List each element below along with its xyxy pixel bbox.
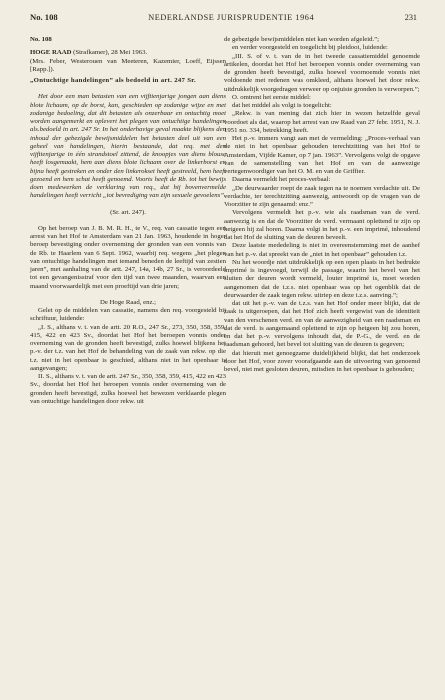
right-column <box>224 36 420 374</box>
cassation-ground-2: II. S., althans v. t. van de artt. 247 Sr., 350, 358, 359, 415, 422 en 423 Sv., doordat het Hof het beroepen vonnis onder overneming van de gronden heeft bevestigd, zulks hoewel het bewezen verklaarde plegen van ontuchtige handelingen door rekw. uit <box>30 373 226 405</box>
cassation-ground-1: „I. S., althans v. t. van de artt. 20 R.O., 247 Sr., 273, 350, 358, 359, 415, 422 en 423 Sv., doordat het Hof het beroepen vonnis onder overneming van de gronden heeft bevestigd, zulks hoewel blijkens het p.-v. der t.z. van het Hof de behandeling van de zaak van rekw. op die t.z. niet in het openbaar is geschied, althans niet in het openbaar is aangevangen; <box>30 323 226 372</box>
case-number: No. 108 <box>30 36 52 43</box>
running-header <box>30 12 417 28</box>
page-number: 231 <box>404 13 417 22</box>
paragraph: en verder voorgesteld en toegelicht bij pleidooi, luidende: <box>232 44 388 52</box>
left-column <box>30 36 226 406</box>
journal-title: NEDERLANDSE JURISPRUDENTIE 1964 <box>148 13 315 22</box>
paragraph: Nu het woordje niet uitdrukkelijk op een open plaats in het bedrukte imprimé is ingevoegd, terwijl de passage, waarin het bevel van het sluiten der deuren wordt vermeld, louter imprimé is, moet worden aangenomen dat de t.z.s. niet openbaar was op het ogenblik dat de deurwaarder de zaak tegen rekw. uitriep en deze t.z.s. aanving.”; <box>224 258 420 299</box>
facts-paragraph: Op het beroep van J. B. M. R. H., te V., req. van cassatie tegen een arrest van het Hof te Amsterdam van 21 Jan. 1963, houdende in hoger beroep bevestiging onder overneming der gronden van een vonnis van de Rb. te Haarlem van 6 Sept. 1962, waarbij req. wegens „het plegen van ontuchtige handelingen met iemand beneden de leeftijd van zestien jaren”, met aanhaling van de artt. 247, 14a, 14b, 27 Sr., is veroordeeld tot een gevangenisstraf voor den tijd van twee maanden, waarvan een maand voorwaardelijk met een proeftijd van drie jaren; <box>30 224 226 290</box>
paragraph: dat uit het p.-v. van de t.z.s. van het Hof onder meer blijkt, dat de zaak is uitgeroepen, dat het Hof zich heeft vergewist van de identiteit van den verschenen verd. en van de aanwezigheid van een raadsman en dat de verd. is aangemaand oplettend te zijn op hetgeen hij zou horen, en dat het p.-v. vervolgens inhoudt dat, de P.-G., de verd. en de raadsman gehoord, het bevel tot sluiting van de deuren is gegeven; <box>224 300 420 349</box>
header-case-number: No. 108 <box>30 12 58 22</box>
paragraph: „De deurwaarder roept de zaak tegen na te noemen verdachte uit. De verdachte, ter terechtzitting aanwezig, antwoordt op de vragen van de Voorzitter te zijn genaamd: enz.” <box>224 184 420 208</box>
paragraph: dat hieruit met genoegzame duidelijkheid blijkt, dat het onderzoek door het Hof, voor zover voorafgaande aan de uitvoering van genoemd bevel, niet met gesloten deuren, mitsdien in het openbaar is gehouden; <box>224 349 420 373</box>
grounds-intro: Gelet op de middelen van cassatie, namens den req. voorgesteld bij schriftuur, luidende: <box>30 307 226 323</box>
paragraph: dat het middel als volgt is toegelicht: <box>232 102 332 109</box>
headnote: Het door een man betasten van een vijftienjarige jongen aan diens blote lichaam, op de borst, kan, geschieden op zodanige wijze en met zodanige bedoeling, dat dit betasten als onzerbaar en ontuchtig moet worden aangemerkt en oplevert het plegen van ontuchtige handelingen als.bedoeld in art. 247 Sr. In het onderhavige geval maakte blijkens den inhoud der gebezigde bewijsmiddelen het betasten deel uit van een geheel van handelingen, hierin bestaande, dat req. met den vijftienjarige in één strandstoel zittend, de knoopjes van diens blouse heeft losgemaakt, hem aan diens blote lichaam over de linkerborst en bijna heeft gestreken en onder den linkerokset heeft gestreeld, hem heeft gezoend en hem schat heeft genoemd. Voorts heeft de Rb. tot het bewijs doen medewerken de verklaring van req., dat hij bovenvermelde handelingen heeft verricht „tot bevrediging van zijn sexuele gevoelens”. <box>30 93 226 200</box>
judges: (Mrs. Feber, Westerouen van Meeteren, Kazemier, Loeff, Eijssen [Rapp.]). <box>30 57 226 73</box>
paragraph: Vervolgens vermeldt het p.-v. wie als raadsman van de verd. aanwezig is en dat de Voorzitter de verd. vermaant oplettend te zijn op hetgeen hij zal horen. Daarna volgt in het p.-v. een imprimé, inhoudend dat het Hof de sluiting van de deuren beveelt. <box>224 209 420 241</box>
statute-reference: (Sr. art. 247). <box>110 208 146 216</box>
paragraph: Deze laatste mededeling is niet in overeenstemming met de aanhef van het p.-v. dat spreekt van de „niet in het openbaar” gehouden t.z. <box>224 242 420 258</box>
court-details: (Strafkamer), 28 Mei 1963. <box>73 49 148 57</box>
court-intro: De Hoge Raad, enz.; <box>99 298 157 306</box>
court-name: HOGE RAAD <box>30 49 72 57</box>
court-line <box>30 49 226 57</box>
paragraph: Daarna vermeldt het proces-verbaal: <box>232 176 331 184</box>
paragraph: „Rekw. is van mening dat zich hier in wezen hetzelfde geval voordoet als dat, waarop het arrest van uw Raad van 27 febr. 1951, N. J. 1951 no. 334, betrekking heeft. <box>224 110 420 134</box>
subject: „Ontuchtige handelingen” als bedoeld in art. 247 Sr. <box>30 77 196 84</box>
paragraph: de gebezigde bewijsmiddelen niet kan worden afgeleid.”; <box>224 36 380 43</box>
paragraph: Het p.-v. immers vangt aan met de vermelding: „Proces-verbaal van de niet in het openbaar gehouden terechtzitting van het Hof te Amsterdam, Vijfde Kamer, op 7 jan. 1963”. Vervolgens volgt de opgave van de samenstelling van het Hof en van de aanwezige vertegenwoordiger van het O. M. en van de Griffier. <box>224 135 420 175</box>
paragraph: O. omtrent het eerste middel: <box>232 93 311 101</box>
paragraph: „III. S. of v. t. van de in het tweede cassatiemiddel genoemde artikelen, doordat het Hof het beroepen vonnis onder overneming van de gronden heeft bevestigd, zulks hoewel voornoemde vonnis niet voldoende met redenen was omkleed, althans hoewel het door rekw. uitdrukkelijk voorgedragen verweer op onjuiste gronden is verworpen.”; <box>224 52 420 93</box>
